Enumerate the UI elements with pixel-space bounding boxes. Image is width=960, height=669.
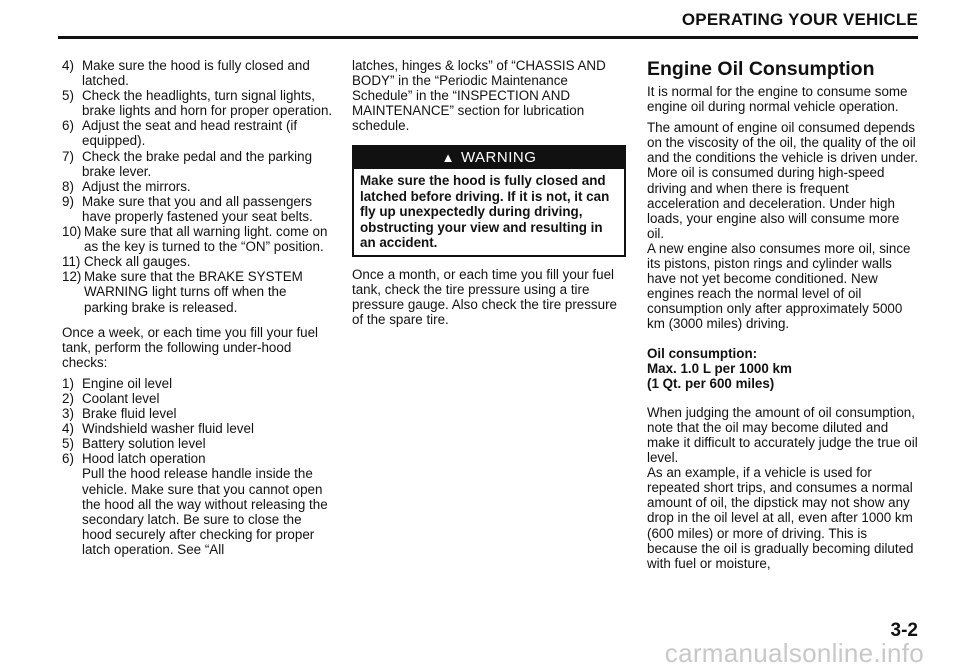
list-item — [62, 224, 334, 254]
list-text: Adjust the seat and head restraint (if equipped). — [82, 118, 298, 149]
list-item — [62, 451, 334, 466]
warning-box — [352, 145, 626, 256]
list-item — [62, 406, 334, 421]
watermark: carmanualsonline.info — [664, 638, 924, 668]
list-number: 7) — [62, 148, 74, 164]
list-number: 5) — [62, 88, 74, 104]
column-middle — [352, 58, 626, 327]
list-text: Brake fluid level — [82, 406, 177, 422]
header-rule — [58, 36, 918, 39]
list-number: 6) — [62, 118, 74, 134]
continued-paragraph: latches, hinges & locks” of “CHASSIS AND BODY” in the “Periodic Maintenance Schedule” in the “INSPECTION AND MAINTENANCE” section for lubrication schedule. — [352, 58, 606, 134]
list-number: 6) — [62, 451, 74, 467]
list-item — [62, 149, 334, 179]
paragraph: When judging the amount of oil consumption, note that the oil may become diluted and make it difficult to accurately judge the true oil level. — [647, 404, 918, 466]
list-number: 5) — [62, 436, 74, 452]
list-text: Battery solution level — [82, 436, 206, 452]
list-item — [62, 436, 334, 451]
list-text: Check the brake pedal and the parking brake lever. — [82, 148, 313, 179]
warning-title: WARNING — [460, 149, 537, 167]
list-number: 3) — [62, 406, 74, 422]
list-number: 4) — [62, 421, 74, 437]
paragraph: A new engine also consumes more oil, since its pistons, piston rings and cylinder walls have not yet become conditioned. New engines reach the normal level of oil consumption only after approximately 5000 km (3000 miles) driving. — [647, 240, 911, 332]
list-item — [62, 421, 334, 436]
list-number: 4) — [62, 58, 74, 73]
column-left — [62, 58, 334, 557]
paragraph: More oil is consumed during high-speed driving and when there is frequent acceleration and deceleration. Under high loads, your engine also will consume more oil. — [647, 165, 900, 241]
paragraph: It is normal for the engine to consume some engine oil during normal vehicle operation. — [647, 84, 908, 115]
column-right — [647, 58, 919, 571]
list-text: Coolant level — [82, 390, 160, 406]
list-text: Make sure the hood is fully closed and latched. — [82, 58, 310, 89]
list-item — [62, 58, 334, 88]
warning-triangle-icon: ▲ — [441, 150, 455, 166]
warning-header — [354, 147, 624, 169]
oil-spec-label: Oil consumption: — [647, 345, 758, 361]
oil-spec-alt: (1 Qt. per 600 miles) — [647, 375, 775, 391]
oil-spec-max: Max. 1.0 L per 1000 km — [647, 360, 792, 376]
paragraph: As an example, if a vehicle is used for repeated short trips, and consumes a normal amount of oil, the dipstick may not show any drop in the oil level at all, even after 1000 km (600 miles) or more of driving. This is because the oil is gradually becoming diluted with fuel or moisture, — [647, 465, 914, 571]
list-text: Windshield washer fluid level — [82, 421, 254, 437]
list-item — [62, 194, 334, 224]
list-item — [62, 179, 334, 194]
list-item — [62, 118, 334, 148]
list-number: 2) — [62, 390, 74, 406]
list-number: 1) — [62, 375, 74, 391]
list-item — [62, 376, 334, 391]
hood-latch-instructions: Pull the hood release handle inside the vehicle. Make sure that you cannot open the hood all the way without releasing the secondary latch. Be sure to close the hood securely after checking for proper latch operation. See “All — [82, 466, 328, 557]
list-number: 12) — [62, 269, 82, 285]
list-text: Check all gauges. — [84, 254, 191, 270]
list-item — [62, 391, 334, 406]
section-header: OPERATING YOUR VEHICLE — [681, 10, 918, 29]
list-number: 9) — [62, 193, 74, 209]
tire-pressure-paragraph: Once a month, or each time you fill your fuel tank, check the tire pressure using a tire pressure gauge. Also check the tire pressure of the spare tire. — [352, 266, 617, 327]
paragraph: The amount of engine oil consumed depends on the viscosity of the oil, the quality of the oil and the conditions the vehicle is driven under. — [647, 120, 918, 166]
page-number: 3-2 — [890, 620, 918, 641]
warning-body: Make sure the hood is fully closed and latched before driving. If it is not, it can fly up unexpectedly during driving, obstructing your view and resulting in an accident. — [360, 173, 610, 251]
list-text: Make sure that all warning light. come on as the key is turned to the “ON” position. — [84, 224, 328, 255]
list-number: 11) — [62, 254, 81, 270]
weekly-checks-paragraph: Once a week, or each time you fill your fuel tank, perform the following under-hood checks: — [62, 324, 319, 370]
list-number: 10) — [62, 224, 82, 240]
list-number: 8) — [62, 178, 74, 194]
list-text: Hood latch operation — [82, 451, 206, 467]
section-heading: Engine Oil Consumption — [647, 58, 875, 80]
list-item — [62, 88, 334, 118]
list-text: Make sure that you and all passengers have properly fastened your seat belts. — [82, 193, 313, 224]
list-text: Engine oil level — [82, 375, 173, 391]
list-text: Adjust the mirrors. — [82, 178, 191, 194]
list-text: Check the headlights, turn signal lights, brake lights and horn for proper operation. — [82, 88, 333, 119]
list-item — [62, 254, 334, 269]
list-text: Make sure that the BRAKE SYSTEM WARNING light turns off when the parking brake is released. — [84, 269, 303, 315]
list-item — [62, 269, 334, 314]
